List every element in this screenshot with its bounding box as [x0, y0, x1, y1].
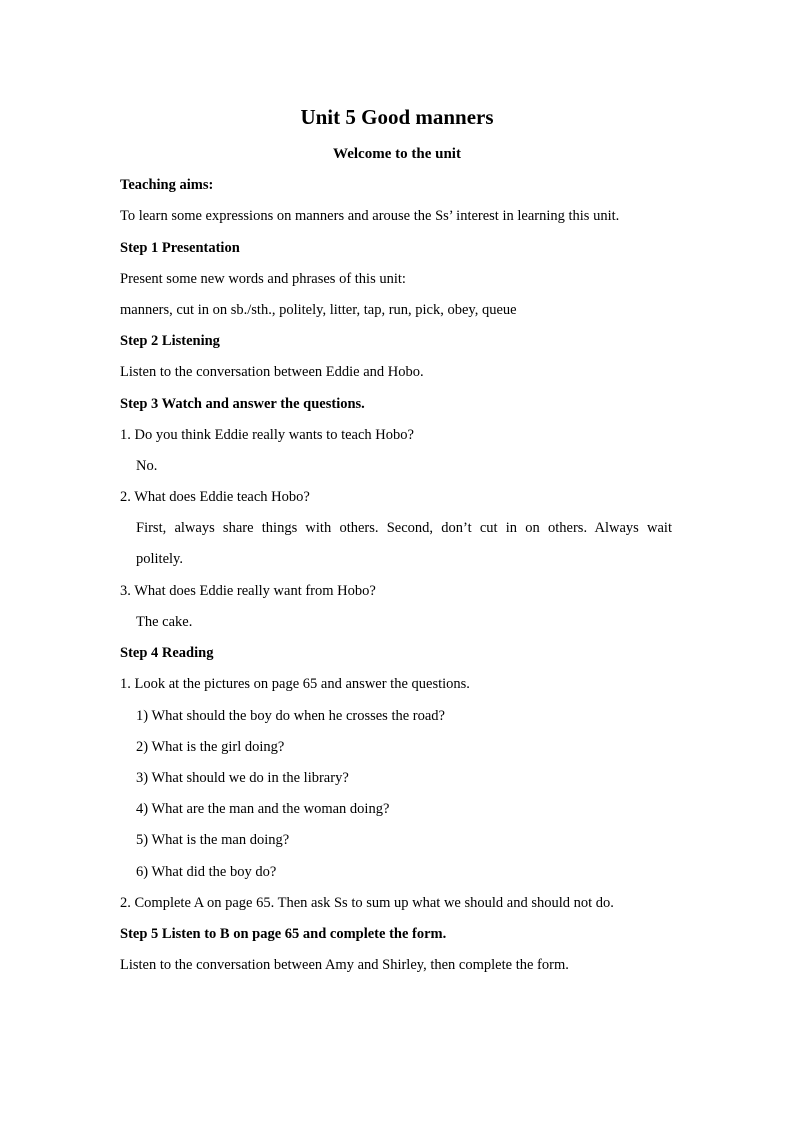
body-line: 1. Do you think Eddie really wants to teach Hobo?	[120, 427, 414, 443]
section-heading: Step 5 Listen to B on page 65 and complete the form.	[120, 926, 447, 942]
section-heading: Step 3 Watch and answer the questions.	[120, 396, 365, 412]
section-heading: Step 2 Listening	[120, 333, 220, 349]
indented-line: 3) What should we do in the library?	[136, 770, 349, 786]
body-line: 2. Complete A on page 65. Then ask Ss to sum up what we should and should not do.	[120, 895, 614, 911]
indented-line: The cake.	[136, 614, 193, 630]
indented-line: 6) What did the boy do?	[136, 864, 277, 880]
section-heading: Teaching aims:	[120, 177, 214, 193]
indented-line: politely.	[136, 551, 183, 567]
body-line: 2. What does Eddie teach Hobo?	[120, 489, 310, 505]
indented-line: 4) What are the man and the woman doing?	[136, 801, 390, 817]
body-line: 1. Look at the pictures on page 65 and answer the questions.	[120, 676, 470, 692]
indented-line: 2) What is the girl doing?	[136, 739, 285, 755]
page-title: Unit 5 Good manners	[300, 105, 494, 129]
indented-line: No.	[136, 458, 158, 474]
body-line: Listen to the conversation between Amy and Shirley, then complete the form.	[120, 957, 569, 973]
body-line: 3. What does Eddie really want from Hobo?	[120, 583, 376, 599]
section-heading: Step 4 Reading	[120, 645, 214, 661]
body-line: manners, cut in on sb./sth., politely, litter, tap, run, pick, obey, queue	[120, 302, 517, 318]
body-line: To learn some expressions on manners and arouse the Ss’ interest in learning this unit.	[120, 208, 620, 224]
body-line: Present some new words and phrases of this unit:	[120, 271, 406, 287]
section-heading: Step 1 Presentation	[120, 240, 240, 256]
indented-line: First, always share things with others. Second, don’t cut in on others. Always wait	[136, 520, 672, 536]
page-subtitle: Welcome to the unit	[333, 146, 461, 162]
indented-line: 1) What should the boy do when he crosses the road?	[136, 708, 445, 724]
body-line: Listen to the conversation between Eddie and Hobo.	[120, 364, 424, 380]
indented-line: 5) What is the man doing?	[136, 832, 290, 848]
